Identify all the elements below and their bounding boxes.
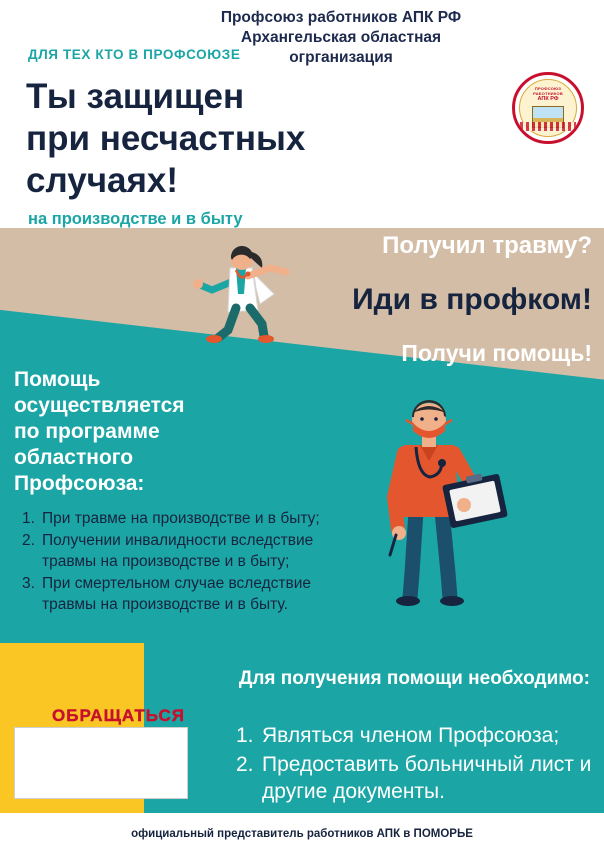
emblem-inner-ring	[519, 79, 577, 137]
list-item	[22, 508, 352, 529]
list-item	[22, 530, 352, 572]
hero-subhead: на производстве и в быту	[28, 210, 243, 228]
running-doctor-illustration	[178, 238, 308, 348]
callout-go-to-union: Иди в профком!	[352, 283, 592, 316]
doctor-with-clipboard-illustration	[368, 393, 518, 608]
profsoyuz-emblem-icon	[512, 72, 584, 144]
footer-note: официальный представитель работников АПК в ПОМОРЬЕ	[131, 828, 473, 840]
callout-injury: Получил травму?	[382, 232, 592, 259]
requirements-list	[236, 722, 596, 807]
list-item-label: При травме на производстве и в быту;	[42, 510, 320, 527]
page-title	[26, 76, 386, 202]
emblem-ribbon	[520, 122, 576, 131]
list-item-label: Предоставить больничный лист и другие документы.	[262, 753, 592, 803]
list-item	[22, 573, 352, 615]
program-title-line3: по программе	[14, 420, 160, 443]
program-title-line1: Помощь	[14, 368, 101, 391]
list-item-label: При смертельном случае вследствие травмы на производстве и в быту.	[42, 575, 312, 613]
bottom-section-title: Для получения помощи необходимо:	[238, 668, 590, 689]
headline-line2: при несчастных	[26, 119, 306, 158]
headline-line1: Ты защищен	[26, 77, 245, 116]
organization-title-line2: Архангельская областная	[240, 29, 442, 46]
organization-title-line1: Профсоюз работников АПК РФ	[220, 9, 462, 26]
contact-info-box	[14, 727, 188, 799]
list-item	[236, 751, 596, 805]
program-title-line4: областного	[14, 446, 134, 469]
list-item-label: Являться членом Профсоюза;	[262, 724, 560, 747]
contact-label: ОБРАЩАТЬСЯ	[52, 706, 185, 725]
list-item-number: 2.	[22, 532, 35, 549]
list-item-number: 1.	[236, 724, 254, 747]
emblem-mid-text: АПК РФ	[537, 96, 559, 102]
program-title-line2: осуществляется	[14, 394, 185, 417]
emblem-top-text: ПРОФСОЮЗ РАБОТНИКОВ	[533, 86, 563, 96]
program-title-line5: Профсоюза:	[14, 472, 145, 495]
list-item-number: 3.	[22, 575, 35, 592]
hero-kicker: ДЛЯ ТЕХ КТО В ПРОФСОЮЗЕ	[28, 47, 241, 62]
callout-get-help: Получи помощь!	[401, 340, 592, 366]
program-title	[14, 367, 244, 497]
program-list	[22, 508, 352, 616]
organization-title-line3: огрганизация	[289, 49, 393, 66]
list-item-label: Получении инвалидности вследствие травмы на производстве и в быту;	[42, 532, 314, 570]
headline-line3: случаях!	[26, 161, 179, 200]
list-item	[236, 722, 596, 749]
list-item-number: 1.	[22, 510, 35, 527]
list-item-number: 2.	[236, 753, 254, 776]
